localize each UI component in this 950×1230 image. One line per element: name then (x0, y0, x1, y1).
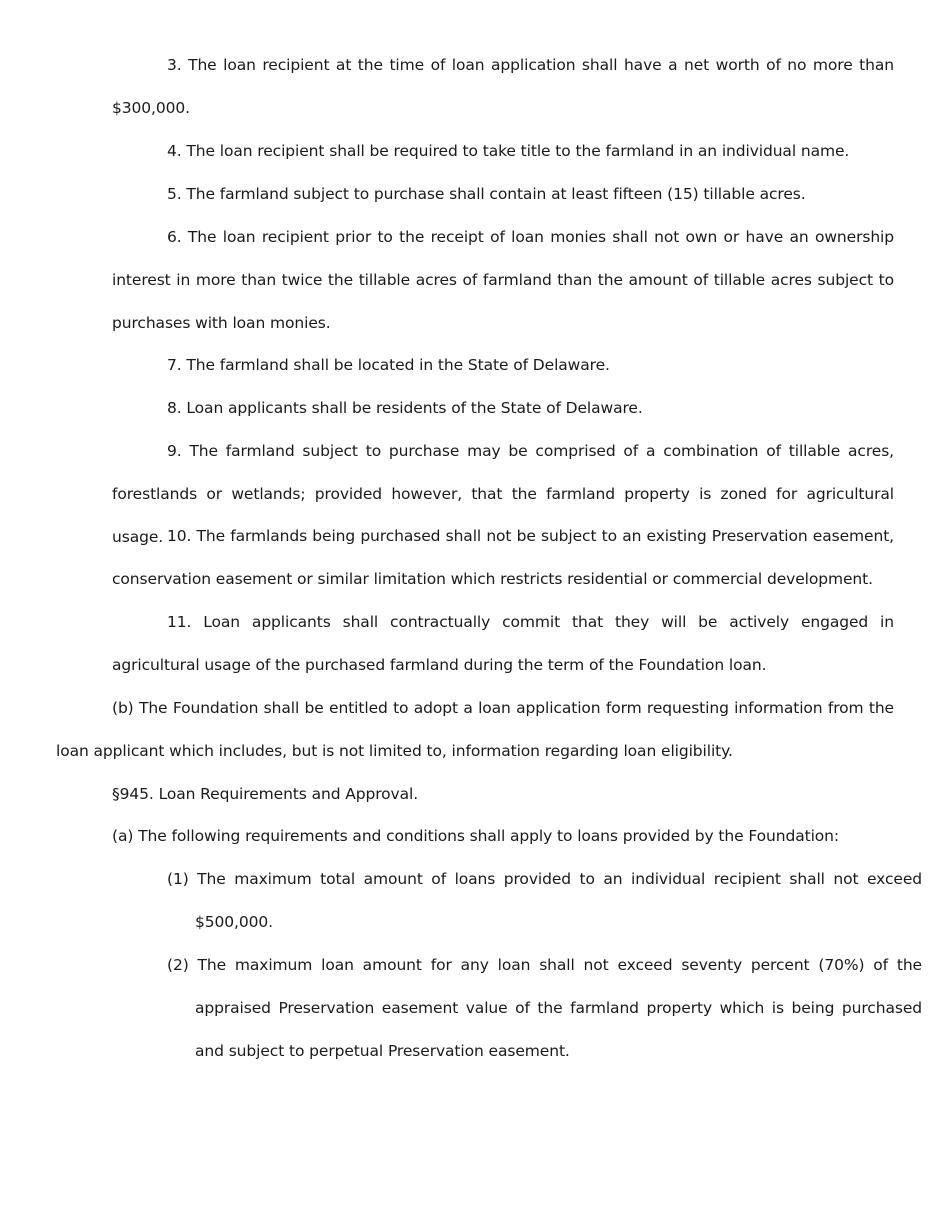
section-heading-945: §945. Loan Requirements and Approval. (112, 785, 419, 803)
paragraph-item-10: 10. The farmlands being purchased shall not be subject to an existing Preservation easement, conservation easement or similar limitation which restricts residential or commercial development. (112, 527, 894, 588)
paragraph-item-6: 6. The loan recipient prior to the receipt of loan monies shall not own or have an ownership interest in more than twice the tillable acres of farmland than the amount of tillable acres subject to purchases with loan monies. (112, 228, 894, 332)
paragraph-item-4: 4. The loan recipient shall be required to take title to the farmland in an individual name. (167, 142, 850, 160)
requirement-2: (2) The maximum loan amount for any loan shall not exceed seventy percent (70%) of the appraised Preservation easement value of the farmland property which is being purchased and subject to perpetual Preservation easement. (167, 956, 922, 1060)
paragraph-item-8: 8. Loan applicants shall be residents of the State of Delaware. (167, 399, 643, 417)
paragraph-item-9: 9. The farmland subject to purchase may be comprised of a combination of tillable acres, forestlands or wetlands; provided however, that the farmland property is zoned for agricultural usage. (112, 442, 894, 546)
paragraph-item-11: 11. Loan applicants shall contractually commit that they will be actively engaged in agricultural usage of the purchased farmland during the term of the Foundation loan. (112, 613, 894, 674)
requirement-1: (1) The maximum total amount of loans provided to an individual recipient shall not exceed $500,000. (167, 870, 922, 931)
paragraph-item-7: 7. The farmland shall be located in the State of Delaware. (167, 356, 610, 374)
paragraph-item-3: 3. The loan recipient at the time of loan application shall have a net worth of no more than $300,000. (112, 56, 894, 117)
paragraph-item-5: 5. The farmland subject to purchase shall contain at least fifteen (15) tillable acres. (167, 185, 806, 203)
paragraph-subsection-b: (b) The Foundation shall be entitled to adopt a loan application form requesting information from the loan applicant which includes, but is not limited to, information regarding loan eligibility. (56, 699, 894, 760)
paragraph-subsection-a: (a) The following requirements and conditions shall apply to loans provided by the Foundation: (112, 827, 840, 845)
